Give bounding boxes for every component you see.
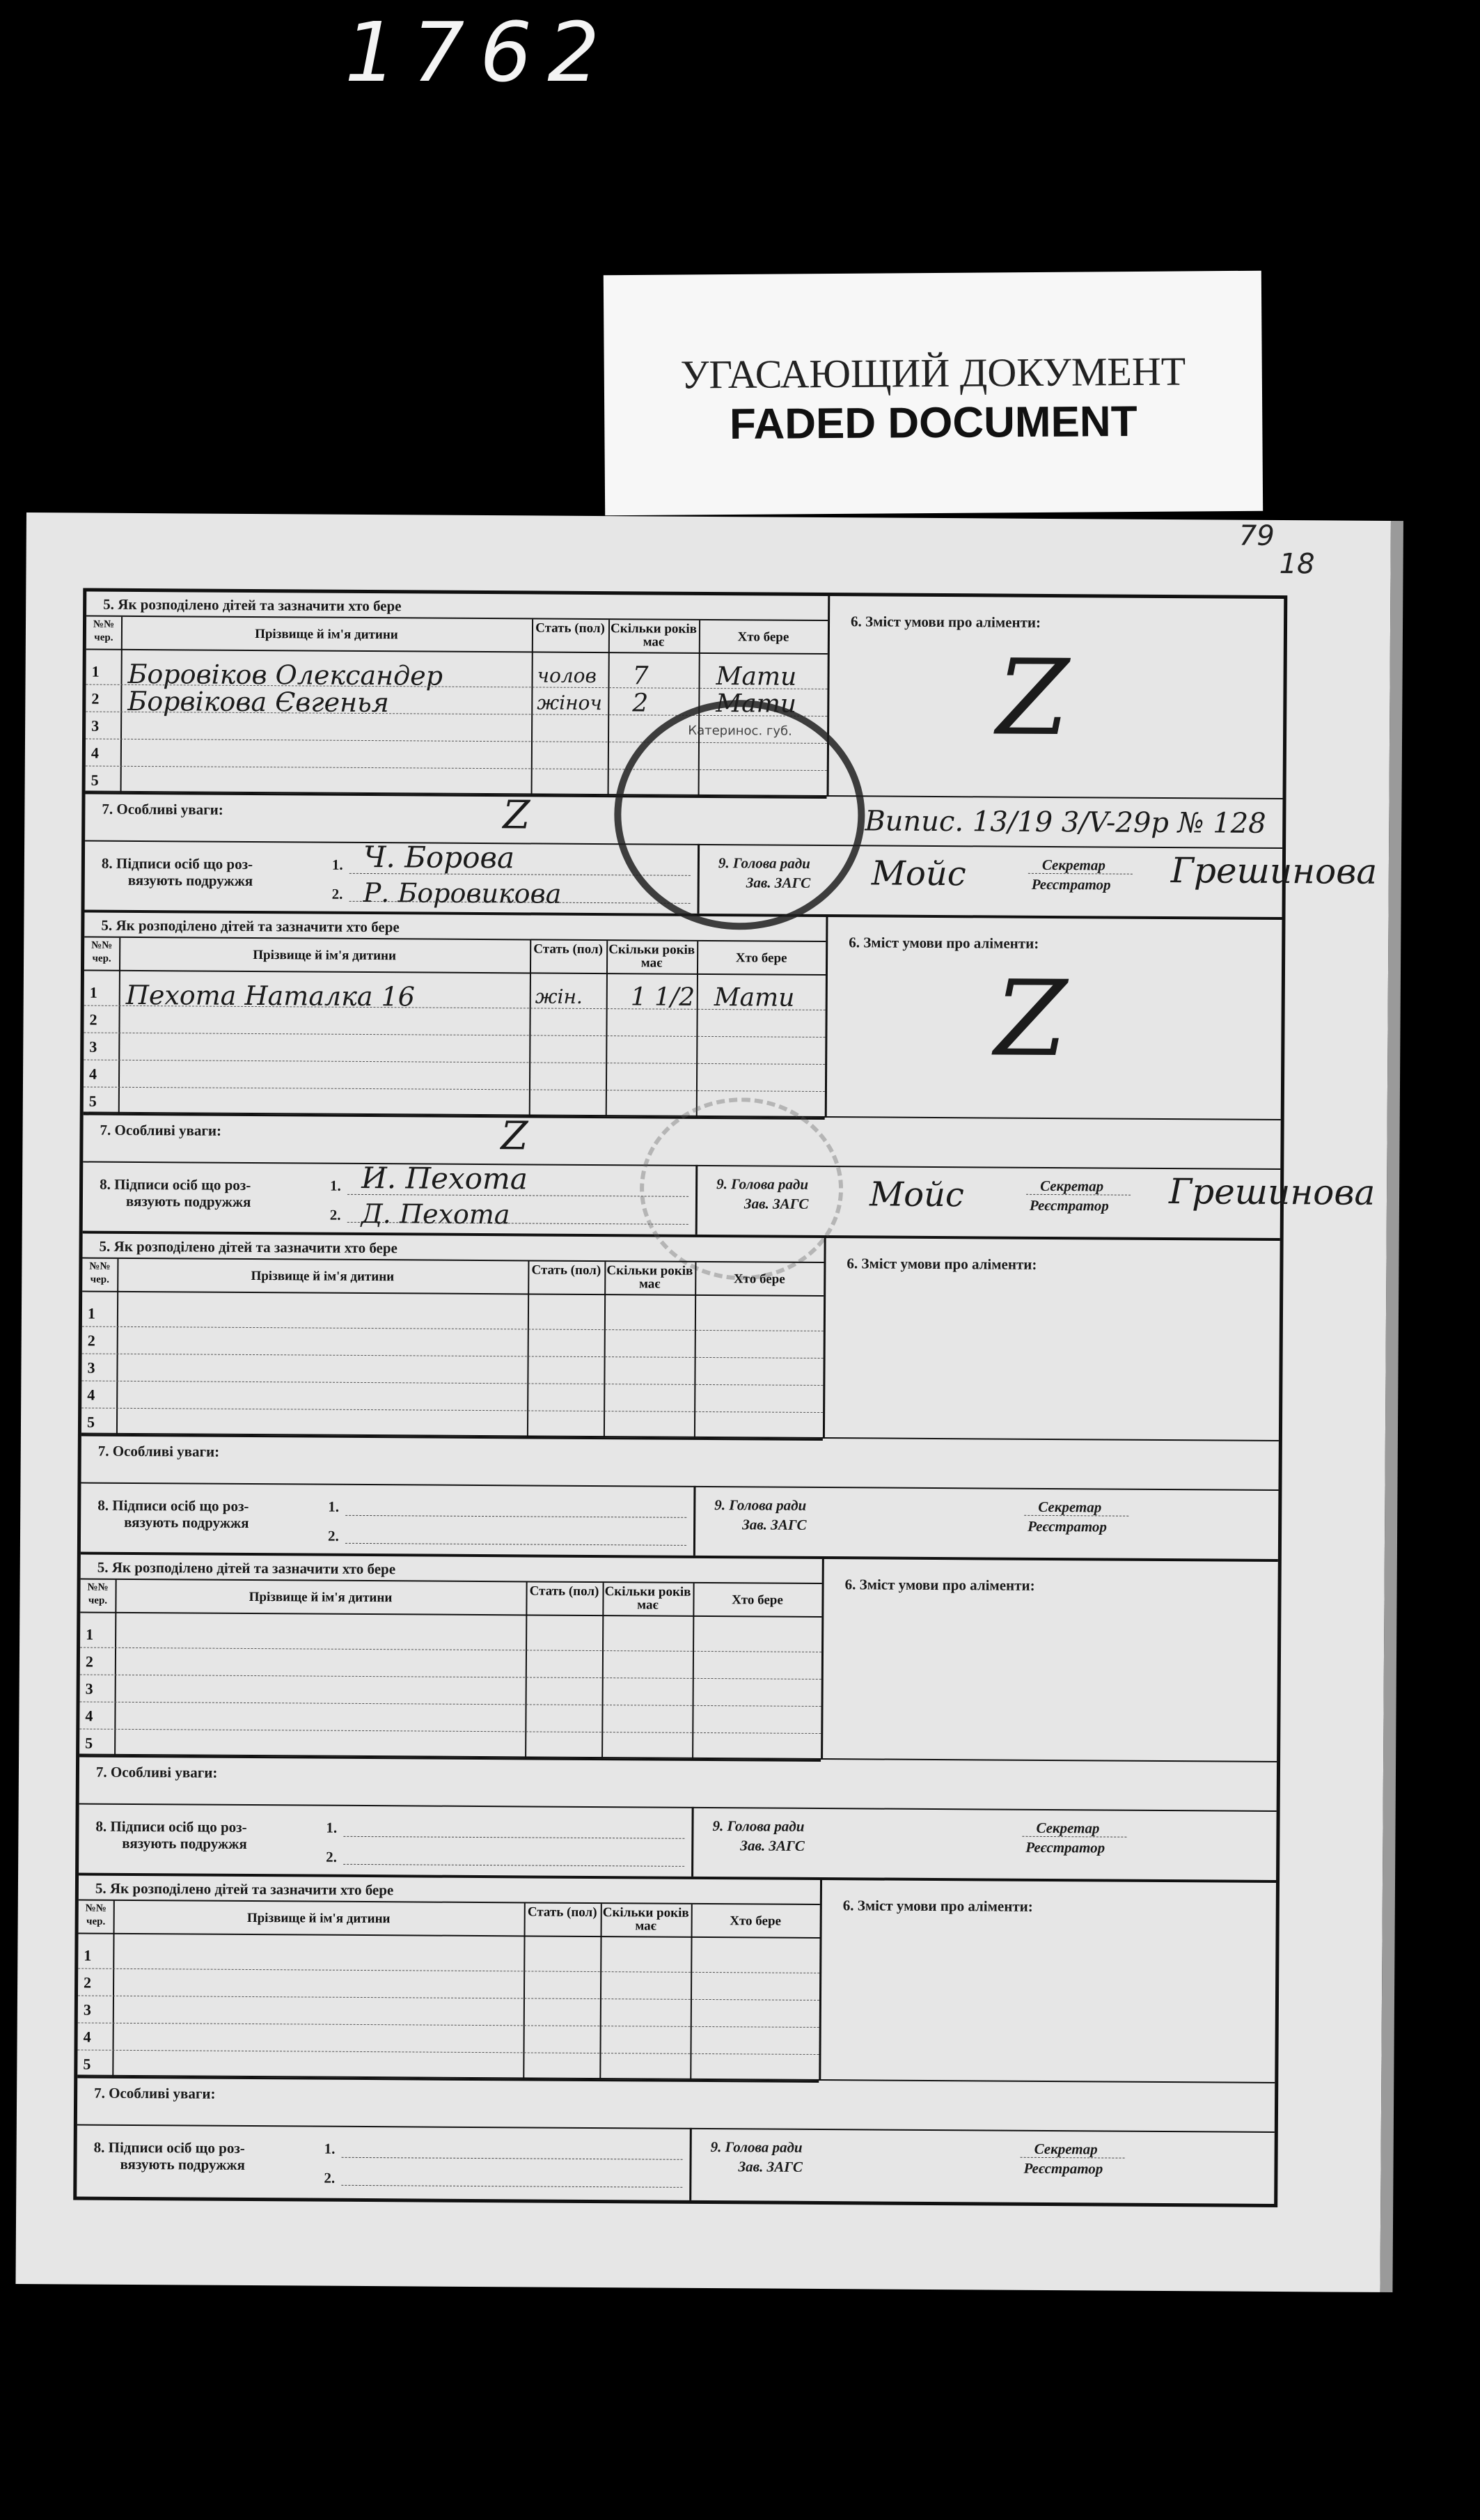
col-sex-header: Стать (пол) — [527, 1904, 597, 1920]
section-7-label: 7. Особливі уваги: — [100, 1121, 222, 1139]
col-age-header: Скільки років має — [606, 1263, 693, 1292]
row-number: 3 — [85, 1680, 93, 1698]
section-8-label: 8. Підписи осіб що роз- — [93, 2138, 245, 2157]
col-who-header: Хто бере — [737, 629, 789, 645]
alimony-mark: Z — [995, 637, 1070, 760]
col-age-header: Скільки років має — [610, 621, 697, 650]
row-number: 5 — [85, 1734, 93, 1752]
row-number: 3 — [89, 1038, 97, 1056]
section-5-label: 5. Як розподілено дітей та зазначити хто бере — [103, 595, 402, 615]
col-no-header: №№ чер. — [85, 1902, 107, 1927]
child-age: 7 — [632, 662, 649, 691]
section-8-label-2: вязують подружжя — [124, 1513, 249, 1531]
signature-2-label: 2. — [331, 885, 343, 902]
signature-2: Д. Пехота — [361, 1198, 510, 1230]
col-no-header: №№ чер. — [93, 618, 115, 643]
section-5-label: 5. Як розподілено дітей та зазначити хто бере — [101, 916, 400, 936]
child-guardian: Мати — [714, 983, 795, 1012]
row-number: 5 — [90, 771, 99, 789]
col-who-header: Хто бере — [735, 950, 787, 966]
signature-1-label: 1. — [331, 856, 343, 873]
registrar-signature: Грешинова — [1170, 850, 1378, 892]
record-block — [83, 913, 1376, 1241]
col-sex-header: Стать (пол) — [531, 1262, 601, 1278]
section-6-label: 6. Зміст умови про аліменти: — [844, 1576, 1035, 1594]
child-sex: жіноч — [537, 691, 602, 715]
col-age-header: Скільки років має — [602, 1905, 689, 1934]
section-5-label: 5. Як розподілено дітей та зазначити хто бере — [95, 1879, 394, 1899]
alimony-cell — [827, 596, 1286, 798]
signature-2-label: 2. — [326, 1848, 338, 1865]
child-sex: чолов — [537, 664, 597, 688]
child-name: Боровіков Олександер — [127, 658, 443, 691]
row-number: 3 — [87, 1359, 95, 1377]
row-number: 4 — [83, 2028, 91, 2046]
notes-mark: Z — [501, 1113, 528, 1159]
sheet-number-a: 79 — [1238, 519, 1275, 552]
official-stamp — [613, 699, 865, 930]
record-block — [84, 592, 1378, 920]
signature-1-label: 1. — [326, 1819, 338, 1836]
child-guardian: Мати — [716, 662, 797, 691]
row-number: 1 — [91, 662, 100, 680]
registrar-signature: Грешинова — [1168, 1171, 1376, 1213]
register-form — [73, 588, 1378, 2207]
row-number: 2 — [85, 1652, 93, 1670]
secretary-label: Секретар — [1036, 1819, 1100, 1837]
signature-2-label: 2. — [324, 2169, 336, 2186]
row-number: 4 — [85, 1707, 93, 1725]
col-who-header: Хто бере — [730, 1914, 782, 1929]
section-6-label: 6. Зміст умови про аліменти: — [849, 934, 1039, 952]
row-number: 5 — [88, 1092, 97, 1110]
section-8-label: 8. Підписи осіб що роз- — [95, 1817, 247, 1836]
section-9-label-2: Зав. ЗАГС — [742, 1516, 807, 1533]
row-number: 1 — [89, 983, 97, 1001]
child-age: 1 1/2 — [630, 983, 695, 1012]
col-no-header: №№ чер. — [87, 1581, 109, 1606]
secretary-label: Секретар — [1034, 2140, 1098, 2158]
child-sex: жін. — [535, 985, 583, 1008]
section-8-label-2: вязують подружжя — [120, 2155, 246, 2173]
children-table — [81, 1258, 824, 1441]
section-9-label: 9. Голова ради — [710, 2138, 803, 2156]
row-number: 4 — [87, 1386, 95, 1404]
children-table — [84, 937, 826, 1120]
section-8-label-2: вязують подружжя — [127, 871, 253, 889]
signature-1-label: 1. — [324, 2140, 336, 2157]
section-9-label: 9. Голова ради — [716, 1175, 809, 1193]
notes-mark: Z — [503, 792, 530, 838]
row-number: 1 — [86, 1625, 94, 1643]
record-block — [79, 1555, 1278, 1883]
section-8-label: 8. Підписи осіб що роз- — [101, 854, 253, 872]
section-6-label: 6. Зміст умови про аліменти: — [847, 1255, 1037, 1273]
section-7-label: 7. Особливі уваги: — [97, 1442, 220, 1460]
section-8-label: 8. Підписи осіб що роз- — [97, 1496, 249, 1515]
col-who-header: Хто бере — [732, 1592, 783, 1608]
row-number: 2 — [84, 1973, 92, 1991]
row-number: 2 — [91, 689, 100, 707]
col-name-header: Прізвище й ім'я дитини — [249, 1589, 393, 1606]
row-number: 4 — [90, 744, 99, 762]
col-age-header: Скільки років має — [608, 942, 695, 971]
child-name: Борвікова Євгенья — [127, 685, 390, 719]
row-number: 2 — [89, 1010, 97, 1028]
section-8-label-2: вязують подружжя — [125, 1192, 251, 1210]
signature-2-label: 2. — [329, 1206, 341, 1223]
signature-1: Ч. Борова — [363, 839, 515, 875]
col-age-header: Скільки років має — [604, 1584, 691, 1613]
signature-1: И. Пехота — [361, 1160, 528, 1196]
section-7-label: 7. Особливі уваги: — [102, 800, 223, 818]
col-name-header: Прізвище й ім'я дитини — [255, 627, 398, 643]
signature-2: Р. Боровикова — [363, 877, 562, 909]
col-sex-header: Стать (пол) — [533, 941, 604, 957]
chair-signature: Мойс — [869, 1175, 965, 1215]
col-name-header: Прізвище й ім'я дитини — [251, 1268, 395, 1285]
secretary-label: Секретар — [1038, 1498, 1102, 1516]
row-number: 3 — [83, 2001, 91, 2019]
alimony-cell — [823, 1238, 1282, 1440]
row-number: 1 — [87, 1304, 96, 1322]
section-9-label: 9. Голова ради — [718, 854, 810, 872]
registrar-label: Реєстратор — [1023, 2159, 1103, 2177]
col-no-header: №№ чер. — [91, 939, 113, 964]
section-5-label: 5. Як розподілено дітей та зазначити хто бере — [99, 1237, 397, 1257]
col-sex-header: Стать (пол) — [535, 620, 605, 636]
child-name: Пехота Наталка 16 — [125, 979, 416, 1012]
registrar-label: Реєстратор — [1028, 1517, 1108, 1535]
record-block — [77, 1875, 1276, 2203]
record-block — [81, 1234, 1280, 1562]
alimony-cell — [825, 917, 1284, 1119]
section-6-label: 6. Зміст умови про аліменти: — [842, 1897, 1033, 1915]
section-5-label: 5. Як розподілено дітей та зазначити хто бере — [97, 1558, 396, 1578]
section-9-label-2: Зав. ЗАГС — [738, 2158, 803, 2175]
faded-label-ru: УГАСАЮЩИЙ ДОКУМЕНТ — [680, 348, 1186, 398]
stamp-text: Катеринос. губ. — [688, 723, 792, 739]
row-number: 2 — [87, 1331, 95, 1349]
registrar-label: Реєстратор — [1031, 875, 1111, 893]
frame-number: 1762 — [345, 4, 615, 100]
row-number: 1 — [84, 1946, 92, 1964]
row-number: 4 — [89, 1065, 97, 1083]
section-7-label: 7. Особливі уваги: — [95, 1763, 218, 1781]
registrar-label: Реєстратор — [1025, 1838, 1105, 1856]
col-name-header: Прізвище й ім'я дитини — [253, 947, 397, 964]
row-number: 5 — [86, 1413, 95, 1431]
signature-1-label: 1. — [330, 1177, 341, 1194]
sheet-number-b: 18 — [1279, 547, 1315, 581]
section-7-label: 7. Особливі уваги: — [94, 2084, 216, 2102]
child-age: 2 — [632, 689, 649, 718]
row-number: 5 — [83, 2055, 91, 2073]
alimony-cell — [819, 1880, 1278, 2082]
alimony-mark: Z — [994, 958, 1068, 1081]
section-9-label-2: Зав. ЗАГС — [743, 1195, 809, 1212]
children-table — [77, 1899, 820, 2083]
register-page — [15, 512, 1391, 2292]
secretary-label: Секретар — [1040, 1177, 1104, 1195]
section-8-label: 8. Підписи осіб що роз- — [100, 1175, 251, 1194]
signature-1-label: 1. — [328, 1498, 340, 1515]
row-number: 3 — [91, 717, 100, 735]
col-name-header: Прізвище й ім'я дитини — [246, 1910, 391, 1927]
children-table — [79, 1579, 822, 1762]
section-6-label: 6. Зміст умови про аліменти: — [850, 613, 1041, 631]
faded-document-label — [604, 271, 1263, 516]
child-guardian: Мати — [716, 689, 797, 719]
section-9-label-2: Зав. ЗАГС — [746, 874, 811, 891]
section-8-label-2: вязують подружжя — [122, 1834, 247, 1852]
section-9-label: 9. Голова ради — [712, 1817, 805, 1835]
registrar-label: Реєстратор — [1029, 1196, 1109, 1214]
secretary-label: Секретар — [1041, 856, 1106, 874]
alimony-cell — [821, 1559, 1280, 1761]
col-sex-header: Стать (пол) — [529, 1583, 599, 1599]
faded-label-en: FADED DOCUMENT — [729, 397, 1137, 449]
page-edge — [1380, 521, 1403, 2292]
chair-signature: Мойс — [871, 854, 966, 894]
col-no-header: №№ чер. — [89, 1260, 111, 1285]
signature-2-label: 2. — [327, 1527, 339, 1544]
section-9-label-2: Зав. ЗАГС — [740, 1837, 805, 1854]
section-9-label: 9. Голова ради — [714, 1496, 807, 1514]
col-who-header: Хто бере — [733, 1271, 785, 1287]
extract-note: Випис. 13/19 3/V-29р № 128 — [865, 805, 1266, 840]
